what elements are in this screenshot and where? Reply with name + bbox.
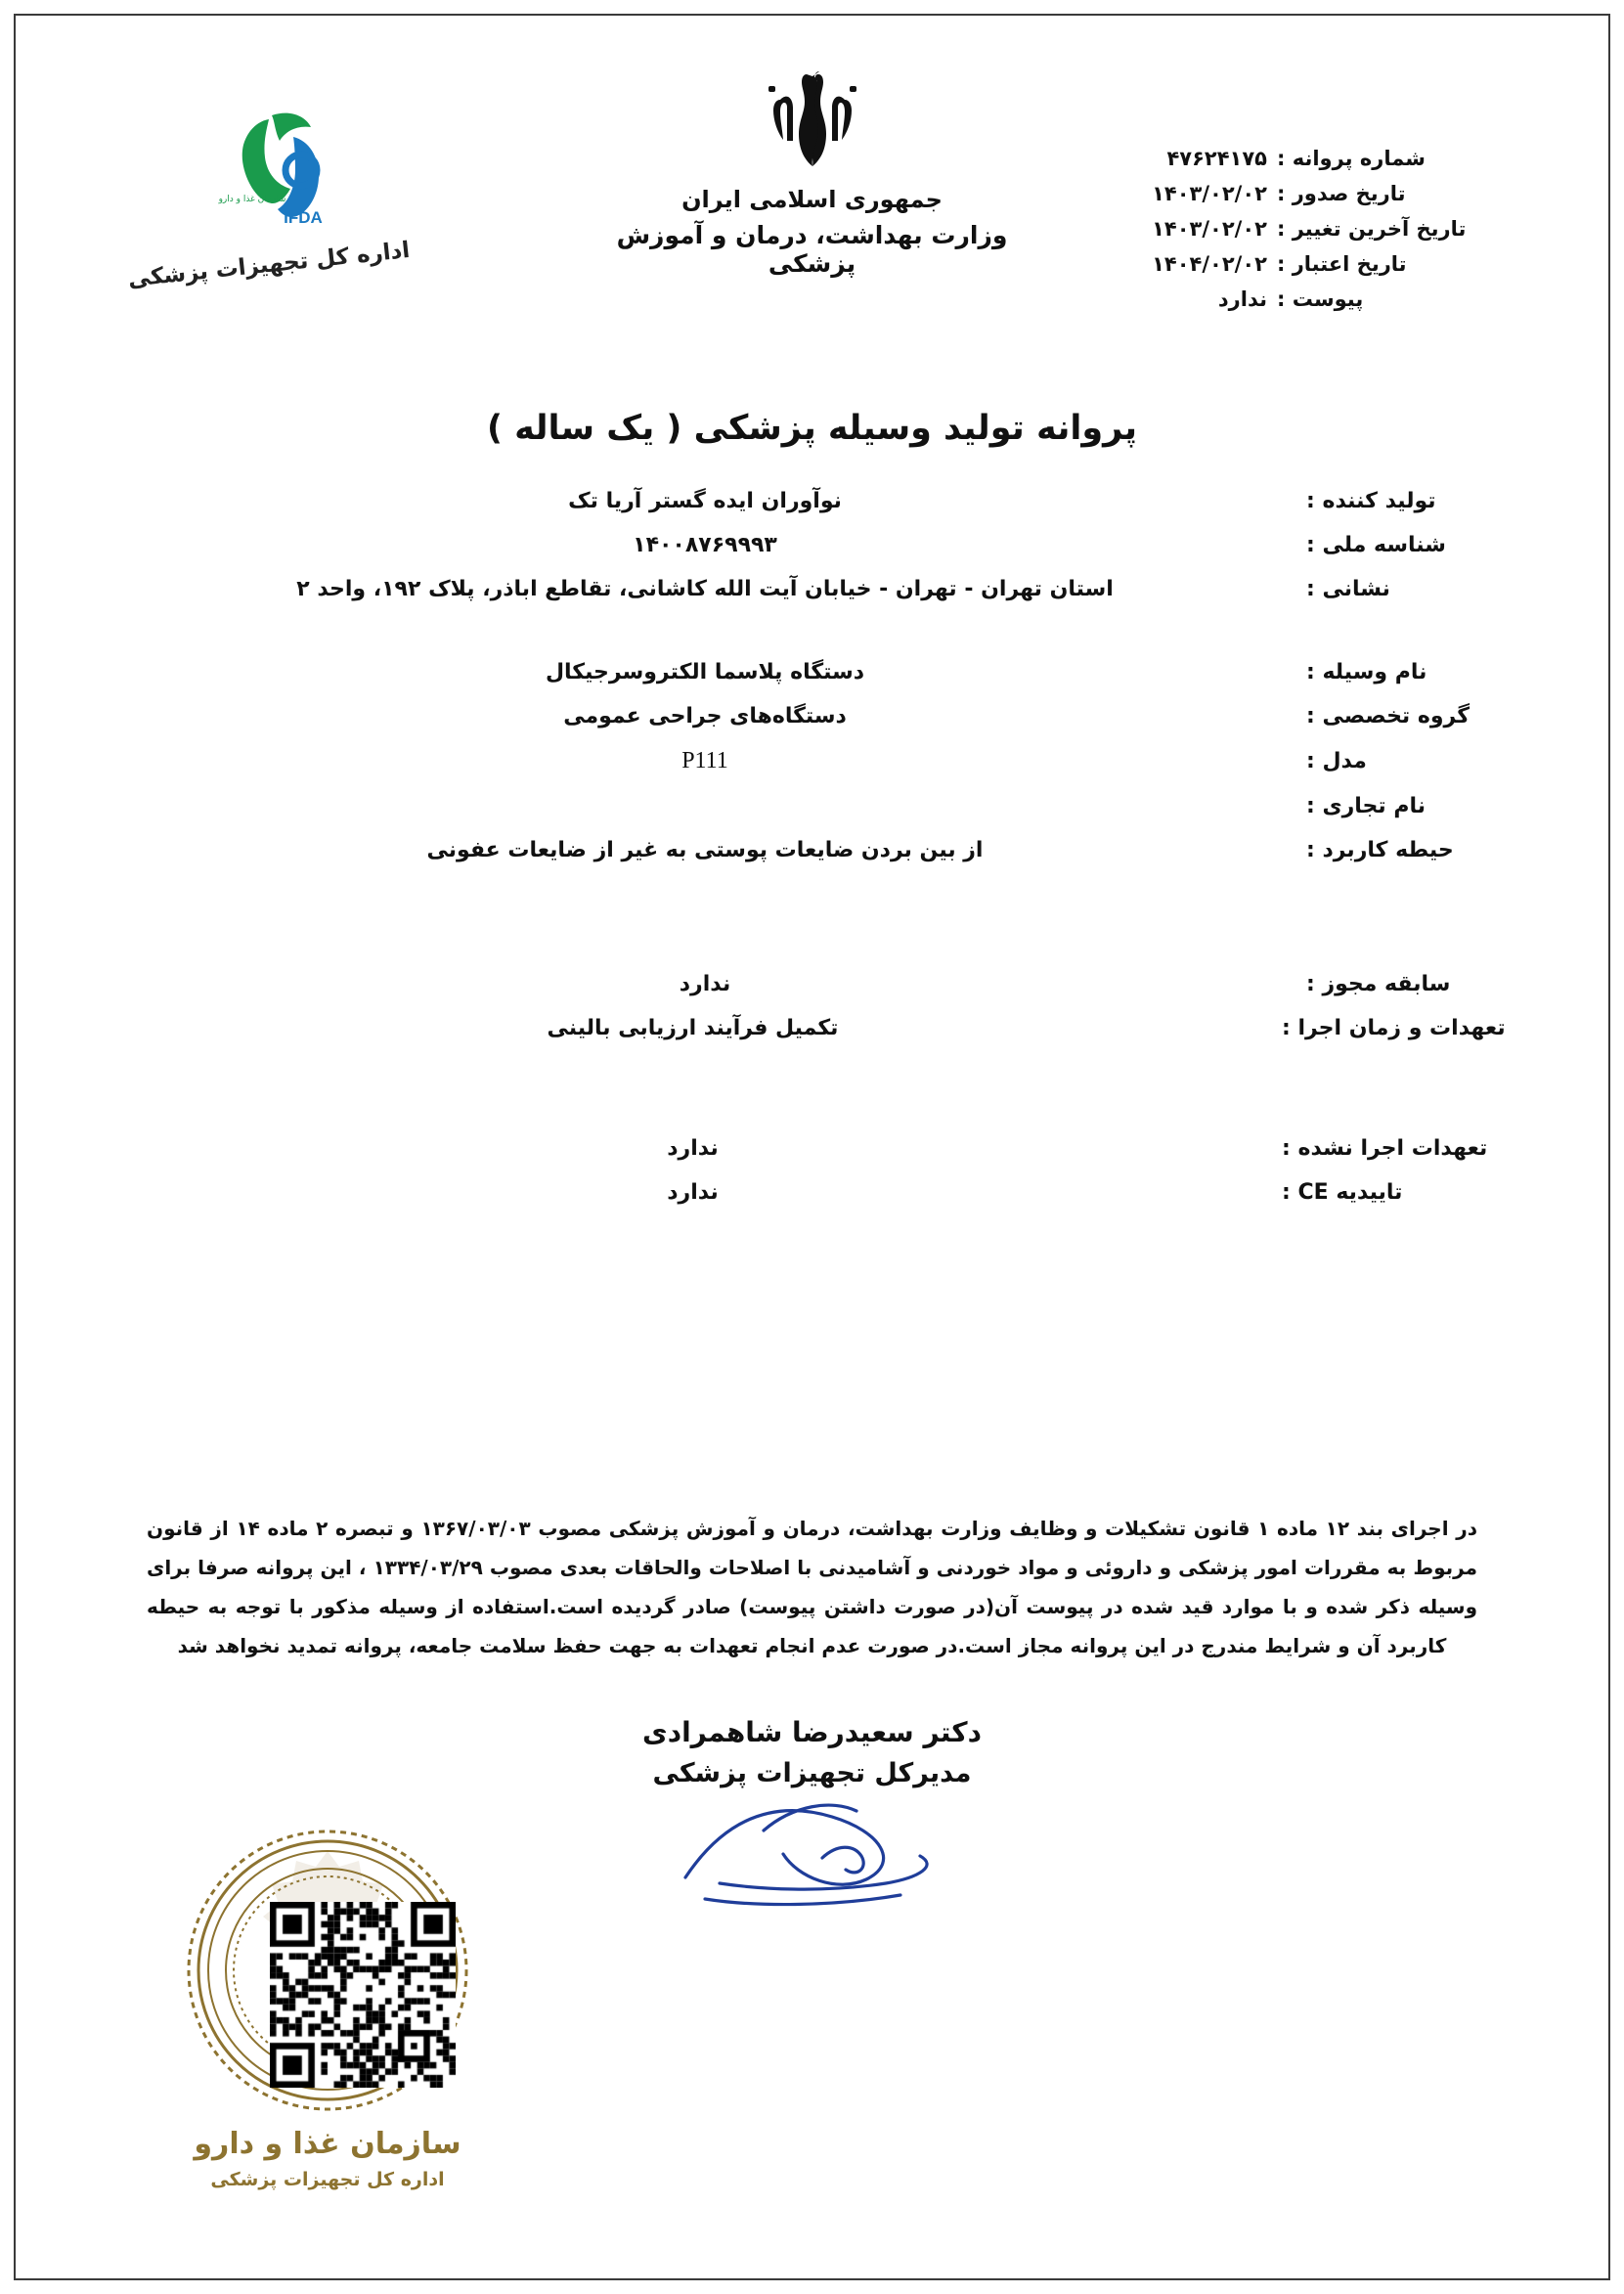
meta-value: ۴۷۶۲۴۱۷۵ bbox=[1166, 147, 1267, 170]
field-label: تعهدات و زمان اجرا : bbox=[1282, 1016, 1506, 1040]
field-unfulfilled-commitments bbox=[117, 1136, 1507, 1161]
svg-text:IFDA: IFDA bbox=[284, 208, 323, 227]
field-value: استان تهران - تهران - خیابان آیت الله کاشانی، تقاطع اباذر، پلاک ۱۹۲، واحد ۲ bbox=[296, 577, 1114, 601]
legal-paragraph: در اجرای بند ۱۲ ماده ۱ قانون تشکیلات و وظایف وزارت بهداشت، درمان و آموزش پزشکی مصوب ۱۳۶۷/۰۳/۰۳ و تبصره ۲ ماده ۱۴ از قانون مربوط به مقررات امور پزشکی و داروئی و مواد خوردنی و آشامیدنی با اصلاحات والحاقات بعدی مصوب ۱۳۳۴/۰۳/۲۹ ، این پروانه صرفا برای وسیله ذکر شده و با موارد قید شده در پیوست آن(در صورت داشتن پیوست) صادر گردیده است.استفاده از وسیله مذکور با توجه به حیطه کاربرد آن و شرایط مندرج در این پروانه مجاز است.در صورت عدم انجام تعهدات به جهت حفظ سلامت جامعه، پروانه تمدید نخواهد شد bbox=[147, 1517, 1477, 1657]
field-label: سابقه مجوز : bbox=[1306, 972, 1451, 996]
spacer bbox=[117, 1060, 1507, 1136]
meta-row bbox=[998, 252, 1507, 276]
page-title: پروانه تولید وسیله پزشکی ( یک ساله ) bbox=[486, 409, 1138, 448]
field-label: شناسه ملی : bbox=[1306, 533, 1446, 557]
meta-row bbox=[998, 217, 1507, 241]
seal-organization-name: سازمان غذا و دارو bbox=[194, 2127, 461, 2161]
field-value: از بین بردن ضایعات پوستی به غیر از ضایعات عفونی bbox=[426, 838, 984, 862]
svg-text:سازمان غذا و دارو: سازمان غذا و دارو bbox=[218, 195, 286, 204]
field-national-id bbox=[117, 533, 1507, 557]
meta-label: پیوست : bbox=[1277, 287, 1364, 311]
field-brand-name bbox=[117, 794, 1507, 818]
field-device-name bbox=[117, 660, 1507, 684]
field-value: ندارد bbox=[667, 1180, 719, 1205]
meta-label: تاریخ صدور : bbox=[1277, 182, 1406, 205]
meta-row bbox=[998, 182, 1507, 205]
signer-name: دکتر سعیدرضا شاهمرادی bbox=[642, 1716, 982, 1748]
meta-value: ۱۴۰۴/۰۲/۰۲ bbox=[1152, 252, 1267, 276]
document-header bbox=[0, 59, 1624, 352]
seal-department-name: اداره کل تجهیزات پزشکی bbox=[210, 2169, 445, 2190]
field-label: تاییدیه CE : bbox=[1282, 1180, 1403, 1205]
ifda-logo-block bbox=[108, 108, 430, 293]
ministry-line-2: وزارت بهداشت، درمان و آموزش پزشکی bbox=[616, 221, 1008, 278]
license-meta-block bbox=[998, 147, 1507, 323]
spacer bbox=[117, 621, 1507, 660]
field-commitments bbox=[117, 1016, 1507, 1040]
signer-role: مدیرکل تجهیزات پزشکی bbox=[652, 1758, 972, 1788]
field-label: نام وسیله : bbox=[1306, 660, 1427, 684]
field-address bbox=[117, 577, 1507, 601]
field-ce-certificate bbox=[117, 1180, 1507, 1205]
field-license-history bbox=[117, 972, 1507, 996]
ministry-line-1: جمهوری اسلامی ایران bbox=[681, 186, 943, 213]
ministry-block bbox=[602, 59, 1023, 278]
meta-label: تاریخ اعتبار : bbox=[1277, 252, 1407, 276]
field-model bbox=[117, 748, 1507, 774]
field-label: تعهدات اجرا نشده : bbox=[1282, 1136, 1488, 1161]
field-specialty-group bbox=[117, 704, 1507, 728]
field-label: نشانی : bbox=[1306, 577, 1390, 601]
field-scope-of-use bbox=[117, 838, 1507, 862]
qr-code[interactable] bbox=[270, 1902, 456, 2088]
meta-label: شماره پروانه : bbox=[1277, 147, 1426, 170]
field-label: مدل : bbox=[1306, 749, 1367, 773]
field-value: نوآوران ایده گستر آریا تک bbox=[568, 489, 842, 513]
meta-row bbox=[998, 147, 1507, 170]
meta-label: تاریخ آخرین تغییر : bbox=[1277, 217, 1467, 241]
ifda-caption: اداره کل تجهیزات پزشکی bbox=[126, 237, 412, 293]
field-value: دستگاه پلاسما الکتروسرجیکال bbox=[545, 660, 865, 684]
field-manufacturer bbox=[117, 489, 1507, 513]
field-label: حیطه کاربرد : bbox=[1306, 838, 1454, 862]
ifda-seal-icon bbox=[181, 2102, 474, 2121]
field-value: ندارد bbox=[679, 972, 731, 996]
spacer bbox=[117, 882, 1507, 972]
field-value: P111 bbox=[681, 748, 728, 773]
meta-value: ۱۴۰۳/۰۲/۰۲ bbox=[1152, 217, 1267, 241]
meta-value: ۱۴۰۳/۰۲/۰۲ bbox=[1152, 182, 1267, 205]
field-label: نام تجاری : bbox=[1306, 794, 1426, 818]
fields-section bbox=[117, 489, 1507, 1224]
field-value: تکمیل فرآیند ارزیابی بالینی bbox=[547, 1016, 839, 1040]
meta-row bbox=[998, 287, 1507, 311]
field-value: ۱۴۰۰۸۷۶۹۹۹۳ bbox=[633, 533, 777, 557]
meta-value: ندارد bbox=[1217, 287, 1267, 311]
field-value: ندارد bbox=[667, 1136, 719, 1161]
field-label: تولید کننده : bbox=[1306, 489, 1436, 513]
iran-emblem-icon bbox=[602, 59, 1023, 176]
field-label: گروه تخصصی : bbox=[1306, 704, 1470, 728]
field-value: دستگاه‌های جراحی عمومی bbox=[563, 704, 847, 728]
handwritten-signature-icon bbox=[627, 1760, 998, 1936]
